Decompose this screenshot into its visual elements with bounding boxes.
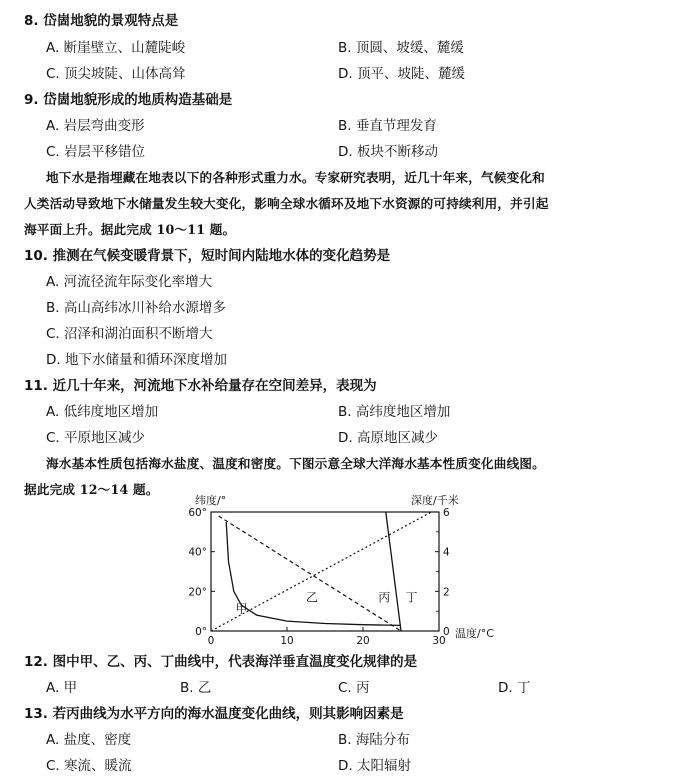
question-11-option-b: B. 高纬度地区增加 [338, 404, 451, 420]
question-13-option-c: C. 寒流、暖流 [46, 758, 132, 774]
series-丙-label: 丙 [378, 590, 391, 605]
question-12-option-d: D. 丁 [498, 680, 531, 696]
question-9-option-a: A. 岩层弯曲变形 [46, 118, 145, 134]
right-axis-tick-label: 0 [443, 626, 450, 638]
series-甲-label: 甲 [235, 602, 248, 617]
question-10-option-a: A. 河流径流年际变化率增大 [46, 274, 213, 290]
question-12-option-c: C. 丙 [338, 680, 370, 696]
question-10-option-b: B. 高山高纬冰川补给水源增多 [46, 300, 226, 316]
series-甲-line [226, 522, 401, 626]
question-10-option-d: D. 地下水储量和循环深度增加 [46, 352, 227, 368]
question-9-stem: 9. 岱崮地貌形成的地质构造基础是 [24, 92, 233, 108]
question-11-option-a: A. 低纬度地区增加 [46, 404, 159, 420]
x-axis-tick-label: 30 [432, 635, 446, 647]
question-9-option-b: B. 垂直节理发育 [338, 118, 437, 134]
question-11-option-c: C. 平原地区减少 [46, 430, 146, 446]
intro-paragraph-1-line-3: 海平面上升。据此完成 10～11 题。 [24, 222, 236, 237]
question-11-option-d: D. 高原地区减少 [338, 430, 438, 446]
question-8-stem: 8. 岱崮地貌的景观特点是 [24, 13, 179, 29]
right-axis-tick-label: 4 [443, 546, 450, 559]
question-13-stem: 13. 若丙曲线为水平方向的海水温度变化曲线，则其影响因素是 [24, 706, 404, 722]
left-axis-tick-label: 60° [188, 507, 207, 519]
question-8-option-c: C. 顶尖坡陡、山体高耸 [46, 66, 186, 82]
question-9-option-d: D. 板块不断移动 [338, 144, 438, 160]
question-11-stem: 11. 近几十年来，河流地下水补给量存在空间差异，表现为 [24, 378, 377, 394]
left-axis-tick-label: 20° [188, 586, 207, 599]
x-axis-tick-label: 0 [207, 635, 215, 647]
question-13-option-b: B. 海陆分布 [338, 732, 410, 748]
question-8-option-a: A. 断崖壁立、山麓陡峻 [46, 40, 186, 56]
question-12-option-a: A. 甲 [46, 680, 78, 696]
question-13-option-d: D. 太阳辐射 [338, 758, 411, 774]
intro-paragraph-2-line-1: 海水基本性质包括海水盐度、温度和密度。下图示意全球大洋海水基本性质变化曲线图。 [46, 456, 545, 471]
question-8-option-b: B. 顶圆、坡缓、麓缓 [338, 40, 464, 56]
right-axis-tick-label: 6 [443, 507, 450, 519]
left-axis-title: 纬度/° [195, 494, 227, 507]
left-axis-tick-label: 40° [188, 546, 207, 559]
right-axis-title: 深度/千米 [411, 494, 459, 507]
left-axis-tick-label: 0° [195, 626, 207, 638]
series-乙-label: 乙 [306, 590, 319, 605]
intro-paragraph-1-line-1: 地下水是指埋藏在地表以下的各种形式重力水。专家研究表明，近几十年来，气候变化和 [46, 170, 545, 185]
question-12-option-b: B. 乙 [180, 680, 212, 696]
question-12-stem: 12. 图中甲、乙、丙、丁曲线中，代表海洋垂直温度变化规律的是 [24, 654, 418, 670]
intro-paragraph-1-line-2: 人类活动导致地下水储量发生较大变化，影响全球水循环及地下水资源的可持续利用，并引起 [24, 196, 549, 211]
intro-paragraph-2-line-2: 据此完成 12～14 题。 [24, 482, 159, 497]
x-axis-tick-label: 20 [356, 635, 370, 647]
question-8-option-d: D. 顶平、坡陡、麓缓 [338, 66, 465, 82]
x-axis-tick-label: 10 [280, 635, 294, 647]
question-10-option-c: C. 沼泽和湖泊面积不断增大 [46, 326, 213, 342]
series-丁-label: 丁 [405, 590, 418, 605]
x-axis-title: 温度/°C [455, 627, 494, 640]
question-13-option-a: A. 盐度、密度 [46, 732, 132, 748]
question-10-stem: 10. 推测在气候变暖背景下，短时间内陆地水体的变化趋势是 [24, 248, 391, 264]
right-axis-tick-label: 2 [443, 586, 450, 599]
question-9-option-c: C. 岩层平移错位 [46, 144, 146, 160]
